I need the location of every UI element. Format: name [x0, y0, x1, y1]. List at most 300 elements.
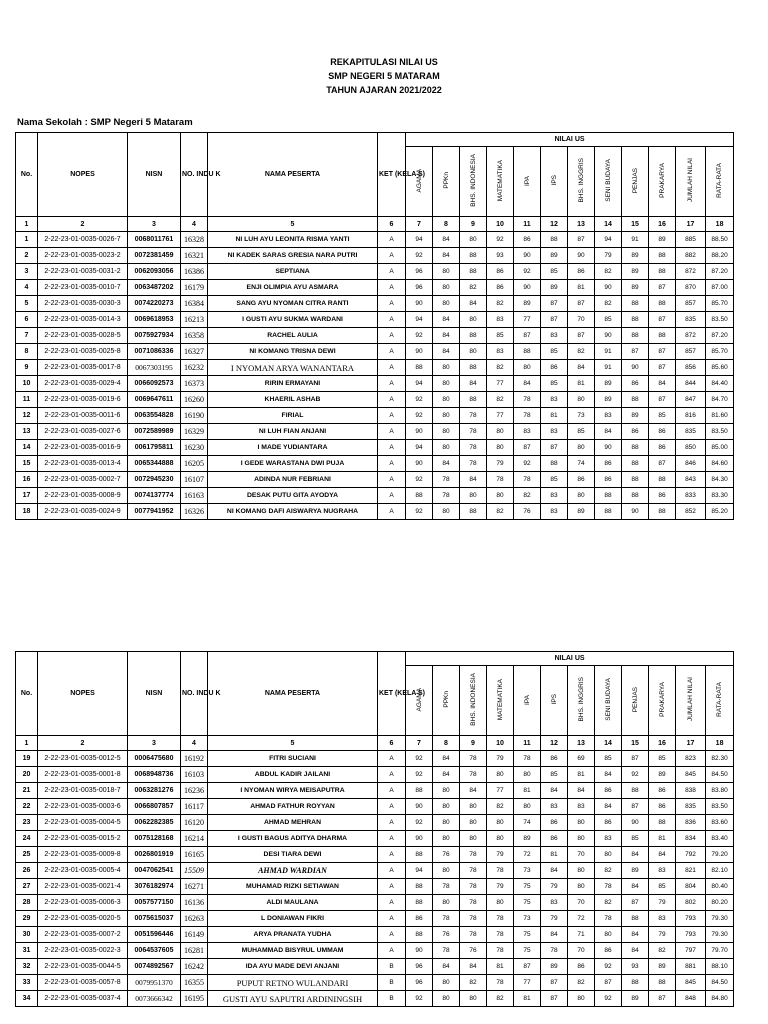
- table-row: [16, 296, 734, 312]
- grade-cell: 87: [541, 991, 568, 1007]
- grade-cell: 82: [595, 863, 622, 879]
- grade-cell: 89: [514, 831, 541, 847]
- table-row: [16, 232, 734, 248]
- grade-cell: 91: [622, 232, 649, 248]
- no-induk-cell: 16260: [181, 392, 208, 408]
- grade-cell: 80: [487, 815, 514, 831]
- row-number-cell: 21: [16, 783, 38, 799]
- student-name-cell: SANG AYU NYOMAN CITRA RANTI: [208, 296, 378, 312]
- class-cell: A: [378, 296, 406, 312]
- grade-cell: 83: [568, 799, 595, 815]
- grade-cell: 88: [649, 328, 676, 344]
- grade-cell: 87: [514, 328, 541, 344]
- nopes-cell: 2-22-23-01-0035-0026-7: [38, 232, 128, 248]
- class-cell: A: [378, 863, 406, 879]
- grade-cell: 87: [649, 312, 676, 328]
- student-name-cell: KHAERIL ASHAB: [208, 392, 378, 408]
- nisn-cell: 0072945230: [128, 472, 181, 488]
- grade-cell: 88: [622, 975, 649, 991]
- column-number: 11: [514, 736, 541, 751]
- column-number: 17: [676, 736, 706, 751]
- grade-cell: 82: [487, 504, 514, 520]
- column-header-subject: [568, 666, 595, 736]
- grade-cell: 75: [514, 895, 541, 911]
- grade-cell: 80: [433, 895, 460, 911]
- grade-cell: 80: [433, 783, 460, 799]
- grade-cell: 88: [406, 879, 433, 895]
- grade-cell: 88: [514, 344, 541, 360]
- subject-label: PRAKARYA: [658, 163, 666, 198]
- grade-cell: 88: [649, 815, 676, 831]
- grade-cell: 80: [514, 360, 541, 376]
- row-number-cell: 30: [16, 927, 38, 943]
- grade-cell: 87: [541, 312, 568, 328]
- grade-cell: 86: [595, 815, 622, 831]
- subject-label: BHS. INGGRIS: [577, 158, 585, 203]
- student-name-cell: IDA AYU MADE DEVI ANJANI: [208, 959, 378, 975]
- row-number-cell: 9: [16, 360, 38, 376]
- table-row: [16, 376, 734, 392]
- column-header-no: No.: [16, 652, 38, 736]
- nopes-cell: 2-22-23-01-0035-0004-5: [38, 815, 128, 831]
- grade-cell: 79: [595, 248, 622, 264]
- table-row: [16, 264, 734, 280]
- grade-cell: 87: [622, 895, 649, 911]
- grade-cell: 82: [595, 895, 622, 911]
- column-header-subject: [487, 666, 514, 736]
- class-cell: A: [378, 504, 406, 520]
- grade-cell: 96: [406, 280, 433, 296]
- grade-cell: 84: [622, 847, 649, 863]
- student-name-cell: L DONIAWAN FIKRI: [208, 911, 378, 927]
- column-number: 4: [181, 736, 208, 751]
- grade-cell: 83: [541, 328, 568, 344]
- subject-label: SENI BUDAYA: [604, 159, 612, 202]
- grade-cell: 84: [433, 328, 460, 344]
- grade-cell: 80: [433, 991, 460, 1007]
- grade-cell: 92: [406, 751, 433, 767]
- grade-cell: 78: [460, 847, 487, 863]
- student-name-cell: I GUSTI AYU SUKMA WARDANI: [208, 312, 378, 328]
- grade-cell: 86: [595, 472, 622, 488]
- column-header-nisn: NISN: [128, 133, 181, 217]
- grade-cell: 88: [622, 911, 649, 927]
- grade-cell: 80: [487, 424, 514, 440]
- table-row: [16, 328, 734, 344]
- table-row: [16, 751, 734, 767]
- grade-cell: 80: [568, 815, 595, 831]
- total-cell: 844: [676, 376, 706, 392]
- grade-cell: 73: [514, 863, 541, 879]
- student-name-cell: NI KOMANG DAFI AISWARYA NUGRAHA: [208, 504, 378, 520]
- table-row: [16, 991, 734, 1007]
- grade-cell: 80: [487, 440, 514, 456]
- column-group-nilai-us: NILAI US: [406, 652, 734, 666]
- grade-cell: 78: [460, 408, 487, 424]
- nisn-cell: 0064537605: [128, 943, 181, 959]
- column-header-no-induk: NO. INDU K: [181, 133, 208, 217]
- grade-cell: 88: [622, 392, 649, 408]
- nisn-cell: 0071086336: [128, 344, 181, 360]
- grade-cell: 96: [406, 959, 433, 975]
- nopes-cell: 2-22-23-01-0035-0024-9: [38, 504, 128, 520]
- school-name-label: Nama Sekolah : SMP Negeri 5 Mataram: [17, 117, 193, 128]
- total-cell: 850: [676, 440, 706, 456]
- grade-cell: 84: [433, 248, 460, 264]
- total-cell: 843: [676, 472, 706, 488]
- grade-cell: 84: [595, 799, 622, 815]
- column-header-subject: [622, 147, 649, 217]
- grade-cell: 88: [622, 328, 649, 344]
- column-header-subject: [460, 147, 487, 217]
- no-induk-cell: 16107: [181, 472, 208, 488]
- grade-cell: 84: [649, 376, 676, 392]
- class-cell: A: [378, 488, 406, 504]
- nopes-cell: 2-22-23-01-0035-0037-4: [38, 991, 128, 1007]
- grade-cell: 89: [649, 767, 676, 783]
- nopes-cell: 2-22-23-01-0035-0030-3: [38, 296, 128, 312]
- grade-cell: 79: [487, 751, 514, 767]
- grade-cell: 90: [568, 248, 595, 264]
- column-header-subject: [514, 147, 541, 217]
- grade-cell: 80: [460, 312, 487, 328]
- row-number-cell: 8: [16, 344, 38, 360]
- grade-cell: 80: [433, 392, 460, 408]
- average-cell: 87.20: [706, 328, 734, 344]
- grade-cell: 84: [433, 312, 460, 328]
- no-induk-cell: 16232: [181, 360, 208, 376]
- student-name-cell: I GEDE WARASTANA DWI PUJA: [208, 456, 378, 472]
- grade-cell: 77: [487, 376, 514, 392]
- table-row: [16, 943, 734, 959]
- grade-cell: 79: [649, 895, 676, 911]
- row-number-cell: 13: [16, 424, 38, 440]
- grade-cell: 80: [433, 360, 460, 376]
- grade-cell: 92: [406, 504, 433, 520]
- column-header-subject: [514, 666, 541, 736]
- grade-cell: 83: [595, 408, 622, 424]
- table-row: [16, 895, 734, 911]
- column-number: 17: [676, 217, 706, 232]
- grade-cell: 93: [622, 959, 649, 975]
- average-cell: 85.70: [706, 296, 734, 312]
- grade-cell: 96: [406, 264, 433, 280]
- grade-cell: 80: [433, 424, 460, 440]
- nopes-cell: 2-22-23-01-0035-0020-5: [38, 911, 128, 927]
- grade-cell: 76: [514, 504, 541, 520]
- grade-cell: 76: [433, 847, 460, 863]
- table-row: [16, 815, 734, 831]
- no-induk-cell: 16281: [181, 943, 208, 959]
- grade-cell: 78: [487, 975, 514, 991]
- grade-cell: 87: [649, 344, 676, 360]
- grade-cell: 82: [487, 991, 514, 1007]
- grade-cell: 78: [460, 751, 487, 767]
- grade-cell: 89: [622, 280, 649, 296]
- grades-table-2: [15, 651, 734, 1007]
- subject-label: BHS. INDONESIA: [469, 673, 477, 726]
- grade-cell: 88: [649, 248, 676, 264]
- nopes-cell: 2-22-23-01-0035-0006-3: [38, 895, 128, 911]
- grade-cell: 88: [595, 504, 622, 520]
- grade-cell: 83: [541, 799, 568, 815]
- column-header-subject: [541, 666, 568, 736]
- grade-cell: 80: [595, 847, 622, 863]
- total-cell: 872: [676, 264, 706, 280]
- row-number-cell: 20: [16, 767, 38, 783]
- grade-cell: 76: [460, 943, 487, 959]
- class-cell: A: [378, 895, 406, 911]
- column-header-subject: [622, 666, 649, 736]
- grade-cell: 78: [460, 879, 487, 895]
- grade-cell: 79: [541, 879, 568, 895]
- subject-label: PENJAS: [631, 686, 639, 713]
- grade-cell: 90: [406, 799, 433, 815]
- grade-cell: 85: [649, 879, 676, 895]
- grade-cell: 84: [433, 344, 460, 360]
- student-name-cell: ADINDA NUR FEBRIANI: [208, 472, 378, 488]
- grade-cell: 78: [433, 488, 460, 504]
- grade-cell: 86: [622, 376, 649, 392]
- column-number: 9: [460, 217, 487, 232]
- grade-cell: 78: [460, 767, 487, 783]
- student-name-cell: ALDI MAULANA: [208, 895, 378, 911]
- student-name-cell: I MADE YUDIANTARA: [208, 440, 378, 456]
- column-number: 5: [208, 217, 378, 232]
- table-row: [16, 344, 734, 360]
- grade-cell: 80: [568, 863, 595, 879]
- no-induk-cell: 16263: [181, 911, 208, 927]
- grade-cell: 75: [514, 879, 541, 895]
- average-cell: 84.40: [706, 376, 734, 392]
- subject-label: JUMLAH NILAI: [687, 677, 694, 722]
- column-number: 3: [128, 736, 181, 751]
- grade-cell: 90: [406, 943, 433, 959]
- grade-cell: 85: [595, 751, 622, 767]
- grade-cell: 80: [433, 376, 460, 392]
- column-header-subject: [595, 666, 622, 736]
- grade-cell: 84: [460, 472, 487, 488]
- column-header-subject: [406, 666, 433, 736]
- grade-cell: 69: [568, 751, 595, 767]
- class-cell: A: [378, 472, 406, 488]
- table-row: [16, 927, 734, 943]
- student-name-cell: NI LUH AYU LEONITA RISMA YANTI: [208, 232, 378, 248]
- table-row: [16, 248, 734, 264]
- grade-cell: 92: [406, 328, 433, 344]
- no-induk-cell: 16329: [181, 424, 208, 440]
- grade-cell: 80: [487, 767, 514, 783]
- total-cell: 835: [676, 799, 706, 815]
- grade-cell: 82: [568, 344, 595, 360]
- row-number-cell: 23: [16, 815, 38, 831]
- grade-cell: 78: [433, 911, 460, 927]
- grade-cell: 89: [514, 296, 541, 312]
- class-cell: A: [378, 232, 406, 248]
- grade-cell: 92: [406, 815, 433, 831]
- grade-cell: 86: [622, 424, 649, 440]
- grade-cell: 90: [595, 280, 622, 296]
- grade-cell: 80: [487, 488, 514, 504]
- grade-cell: 82: [595, 264, 622, 280]
- grade-cell: 84: [568, 360, 595, 376]
- school-title: SMP NEGERI 5 MATARAM: [328, 71, 440, 81]
- grade-cell: 72: [514, 847, 541, 863]
- column-header-nama: NAMA PESERTA: [208, 652, 378, 736]
- class-cell: A: [378, 328, 406, 344]
- grade-cell: 84: [460, 376, 487, 392]
- grade-cell: 75: [514, 927, 541, 943]
- grade-cell: 84: [595, 767, 622, 783]
- grade-cell: 88: [460, 264, 487, 280]
- average-cell: 84.50: [706, 975, 734, 991]
- grade-cell: 84: [622, 927, 649, 943]
- average-cell: 81.60: [706, 408, 734, 424]
- grade-cell: 80: [433, 280, 460, 296]
- total-cell: 836: [676, 815, 706, 831]
- column-header-subject: [487, 147, 514, 217]
- grade-cell: 82: [487, 360, 514, 376]
- class-cell: A: [378, 799, 406, 815]
- no-induk-cell: 16326: [181, 504, 208, 520]
- table-row: [16, 911, 734, 927]
- column-number: 10: [487, 736, 514, 751]
- total-cell: 846: [676, 456, 706, 472]
- nopes-cell: 2-22-23-01-0035-0013-4: [38, 456, 128, 472]
- class-cell: A: [378, 392, 406, 408]
- class-cell: A: [378, 248, 406, 264]
- grade-cell: 80: [433, 504, 460, 520]
- grade-cell: 85: [568, 424, 595, 440]
- column-number: 13: [568, 736, 595, 751]
- grade-cell: 92: [622, 767, 649, 783]
- column-number: 12: [541, 736, 568, 751]
- grade-cell: 83: [487, 312, 514, 328]
- no-induk-cell: 16195: [181, 991, 208, 1007]
- grade-cell: 86: [514, 232, 541, 248]
- no-induk-cell: 16230: [181, 440, 208, 456]
- student-name-cell: NI LUH FIAN ANJANI: [208, 424, 378, 440]
- grade-cell: 88: [406, 360, 433, 376]
- subject-label: MATEMATIKA: [496, 678, 504, 721]
- grade-cell: 85: [487, 328, 514, 344]
- class-cell: A: [378, 360, 406, 376]
- grade-cell: 94: [406, 376, 433, 392]
- column-header-subject: [568, 147, 595, 217]
- total-cell: 857: [676, 344, 706, 360]
- grade-cell: 80: [595, 927, 622, 943]
- grade-cell: 72: [568, 911, 595, 927]
- nisn-cell: 0063487202: [128, 280, 181, 296]
- nisn-cell: 0072381459: [128, 248, 181, 264]
- table-row: [16, 392, 734, 408]
- no-induk-cell: 16321: [181, 248, 208, 264]
- grade-cell: 90: [406, 831, 433, 847]
- row-number-cell: 34: [16, 991, 38, 1007]
- average-cell: 85.60: [706, 360, 734, 376]
- grade-cell: 82: [487, 799, 514, 815]
- nopes-cell: 2-22-23-01-0035-0011-6: [38, 408, 128, 424]
- total-cell: 793: [676, 911, 706, 927]
- average-cell: 79.30: [706, 927, 734, 943]
- grade-cell: 78: [514, 392, 541, 408]
- student-name-cell: DESI TIARA DEWI: [208, 847, 378, 863]
- nisn-cell: 0026801919: [128, 847, 181, 863]
- grade-cell: 83: [487, 344, 514, 360]
- average-cell: 83.60: [706, 815, 734, 831]
- column-number: 8: [433, 217, 460, 232]
- row-number-cell: 29: [16, 911, 38, 927]
- nopes-cell: 2-22-23-01-0035-0016-9: [38, 440, 128, 456]
- grade-cell: 89: [595, 376, 622, 392]
- row-number-cell: 27: [16, 879, 38, 895]
- grade-cell: 80: [433, 408, 460, 424]
- grade-cell: 86: [649, 799, 676, 815]
- row-number-cell: 18: [16, 504, 38, 520]
- column-number: 15: [622, 217, 649, 232]
- grade-cell: 86: [541, 831, 568, 847]
- grade-cell: 82: [460, 975, 487, 991]
- grade-cell: 84: [622, 879, 649, 895]
- academic-year: TAHUN AJARAN 2021/2022: [326, 85, 442, 95]
- average-cell: 82.30: [706, 751, 734, 767]
- grade-cell: 85: [541, 376, 568, 392]
- grade-cell: 88: [649, 472, 676, 488]
- grade-cell: 86: [568, 959, 595, 975]
- student-name-cell: AHMAD MEHRAN: [208, 815, 378, 831]
- column-header-ket: KET (KELA S): [378, 133, 406, 217]
- grade-cell: 78: [595, 879, 622, 895]
- row-number-cell: 19: [16, 751, 38, 767]
- grade-cell: 88: [649, 975, 676, 991]
- column-number: 7: [406, 736, 433, 751]
- average-cell: 80.20: [706, 895, 734, 911]
- grade-cell: 89: [595, 392, 622, 408]
- student-name-cell: RACHEL AULIA: [208, 328, 378, 344]
- grade-cell: 90: [406, 344, 433, 360]
- total-cell: 816: [676, 408, 706, 424]
- subject-label: JUMLAH NILAI: [687, 158, 694, 203]
- grade-cell: 92: [406, 392, 433, 408]
- grade-cell: 78: [487, 943, 514, 959]
- row-number-cell: 2: [16, 248, 38, 264]
- grade-cell: 77: [487, 783, 514, 799]
- student-name-cell: I NYOMAN ARYA WANANTARA: [208, 360, 378, 376]
- nisn-cell: 0074137774: [128, 488, 181, 504]
- column-header-subject: [595, 147, 622, 217]
- grade-cell: 78: [460, 927, 487, 943]
- student-name-cell: MUHAMAD RIZKI SETIAWAN: [208, 879, 378, 895]
- nopes-cell: 2-22-23-01-0035-0007-2: [38, 927, 128, 943]
- nopes-cell: 2-22-23-01-0035-0044-5: [38, 959, 128, 975]
- no-induk-cell: 16327: [181, 344, 208, 360]
- grade-cell: 90: [622, 360, 649, 376]
- table-row: [16, 799, 734, 815]
- column-number: 5: [208, 736, 378, 751]
- column-header-nama: NAMA PESERTA: [208, 133, 378, 217]
- column-number: 13: [568, 217, 595, 232]
- column-number: 4: [181, 217, 208, 232]
- nisn-cell: 0075615037: [128, 911, 181, 927]
- subject-label: PRAKARYA: [658, 682, 666, 717]
- grade-cell: 90: [622, 504, 649, 520]
- grade-cell: 87: [622, 344, 649, 360]
- grade-cell: 78: [595, 911, 622, 927]
- no-induk-cell: 15509: [181, 863, 208, 879]
- table-row: [16, 783, 734, 799]
- grade-cell: 80: [460, 232, 487, 248]
- grade-cell: 85: [541, 472, 568, 488]
